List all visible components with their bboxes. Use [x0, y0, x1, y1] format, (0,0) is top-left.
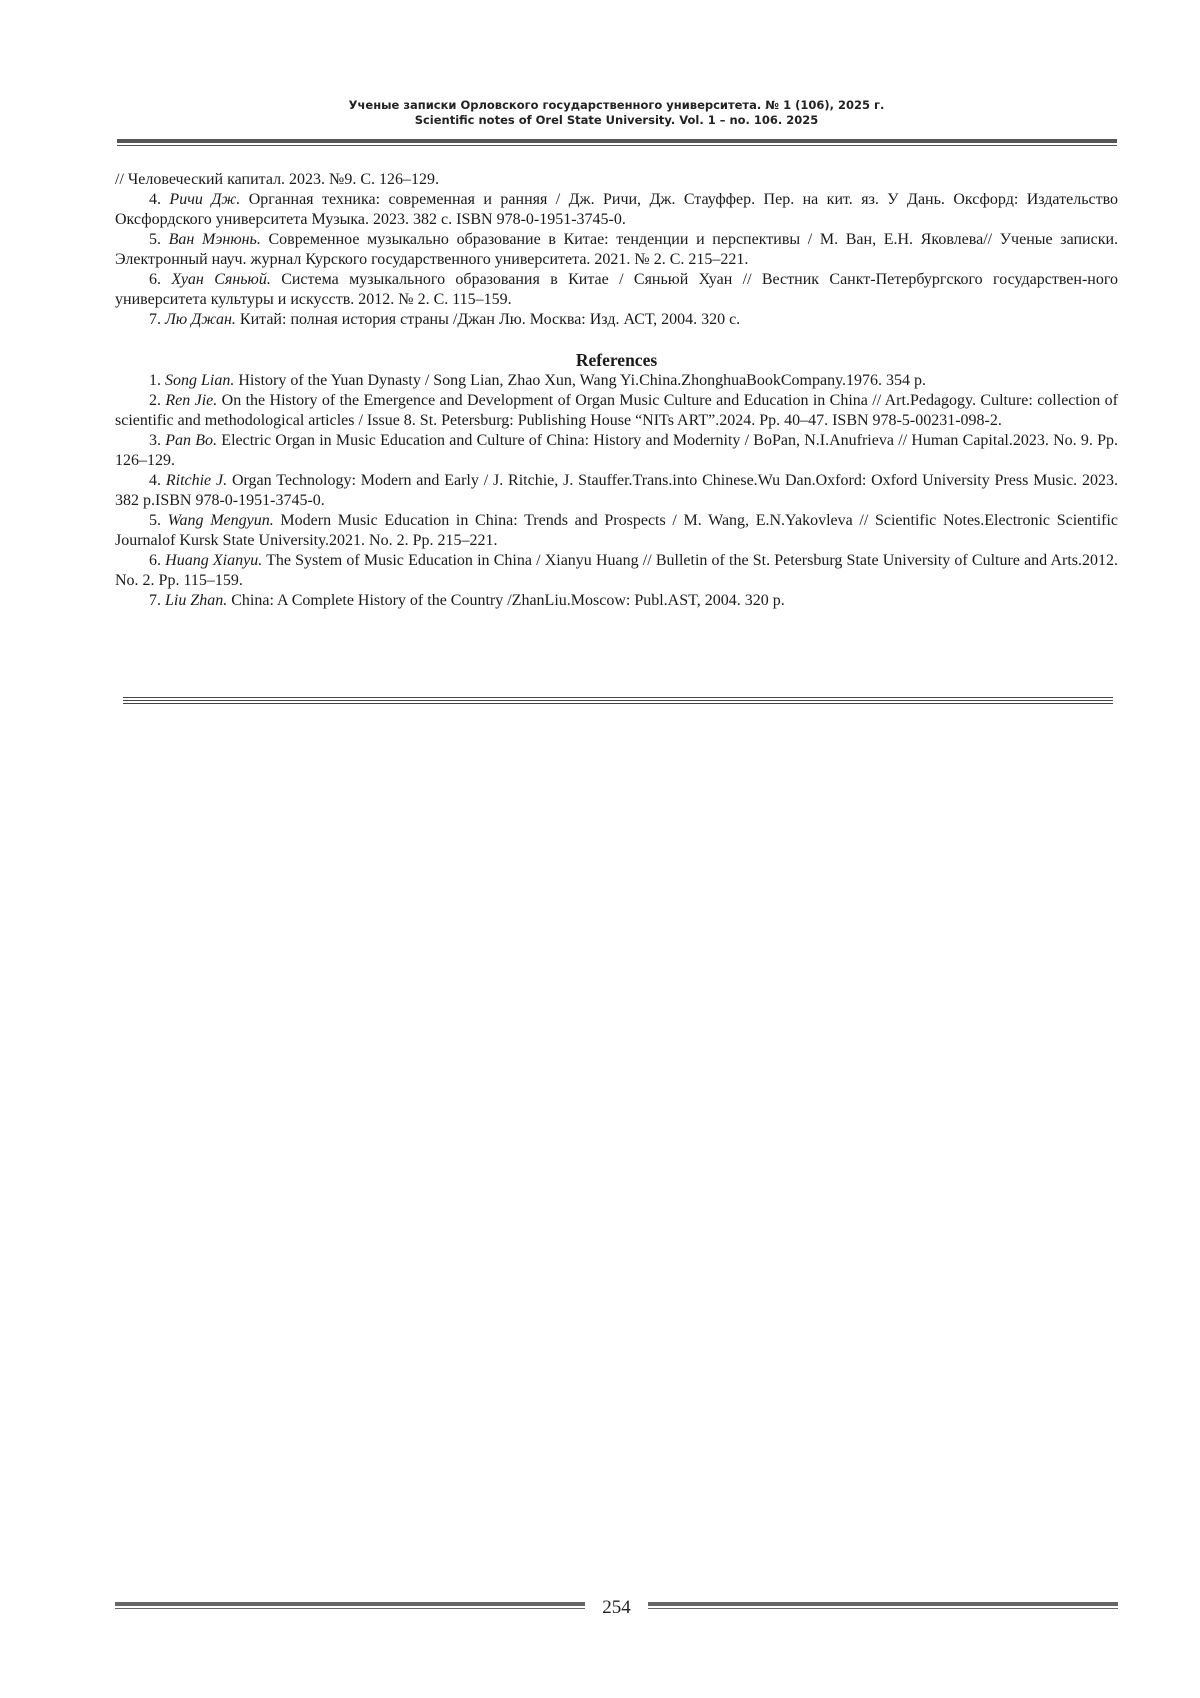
reference-item: 4. Ritchie J. Organ Technology: Modern and Early / J. Ritchie, J. Stauffer.Trans.into Chinese.Wu Dan.Oxford: Oxford University Press Music. 2023. 382 p.ISBN 978-0-1951-3745-0. [115, 472, 1119, 509]
header-title-en: Scientific notes of Orel State University. Vol. 1 – no. 106. 2025 [414, 113, 819, 127]
reference-author: Ван Мэнюнь. [168, 231, 261, 248]
literature-item: 6. Хуан Сяньюй. Система музыкального образования в Китае / Сяньюй Хуан // Вестник Санкт-Петербургского государствен-ного университета культуры и искусств. 2012. № 2. С. 115–159. [115, 271, 1118, 308]
reference-item: 5. Wang Mengyun. Modern Music Education in China: Trends and Prospects / M. Wang, E.N.Yakovleva // Scientific Notes.Electronic Scientific Journalof Kursk State University.2021. No. 2. Pp. 215–221. [115, 512, 1119, 549]
reference-author: Ричи Дж. [169, 191, 241, 208]
header-rule [117, 139, 1117, 146]
literature-item: 7. Лю Джан. Китай: полная история страны /Джан Лю. Москва: Изд. АСТ, 2004. 320 с. [149, 311, 741, 328]
literature-item: 4. Ричи Дж. Органная техника: современная и ранняя / Дж. Ричи, Дж. Стауффер. Пер. на кит. яз. У Дань. Оксфорд: Издательство Оксфордского университета Музыка. 2023. 382 с. ISBN 978-0-1951-3745-0. [115, 191, 1119, 228]
reference-item: 7. Liu Zhan. China: A Complete History of the Country /ZhanLiu.Moscow: Publ.AST, 2004. 320 p. [149, 592, 785, 609]
reference-author: Huang Xianyu. [165, 552, 263, 569]
reference-author: Ritchie J. [165, 472, 228, 489]
footer-rule-right [648, 1602, 1118, 1609]
reference-author: Лю Джан. [165, 311, 236, 328]
article-body [115, 170, 1118, 611]
reference-author: Ren Jie. [165, 392, 218, 409]
reference-item: 3. Pan Bo. Electric Organ in Music Education and Culture of China: History and Modernity / BoPan, N.I.Anufrieva // Human Capital.2023. No. 9. Pp. 126–129. [115, 432, 1119, 469]
reference-author: Wang Mengyun. [167, 512, 274, 529]
reference-item: 1. Song Lian. History of the Yuan Dynasty / Song Lian, Zhao Xun, Wang Yi.China.ZhonghuaBookCompany.1976. 354 p. [149, 372, 927, 389]
reference-author: Song Lian. [165, 372, 235, 389]
running-header [115, 98, 1118, 128]
reference-item: 6. Huang Xianyu. The System of Music Education in China / Xianyu Huang // Bulletin of the St. Petersburg State University of Culture and Arts.2012. No. 2. Pp. 115–159. [115, 552, 1119, 589]
references-heading: References [575, 350, 658, 370]
reference-author: Pan Bo. [165, 432, 218, 449]
reference-item: 2. Ren Jie. On the History of the Emergence and Development of Organ Music Culture and Education in China // Art.Pedagogy. Culture: collection of scientific and methodological articles / Issue 8. St. Petersburg: Publishing House “NITs ART”.2024. Pp. 40–47. ISBN 978-5-00231-098-2. [115, 392, 1118, 429]
page-number: 254 [602, 1597, 631, 1618]
article-end-rule [123, 697, 1113, 704]
page-footer [115, 1596, 1118, 1620]
reference-continuation: // Человеческий капитал. 2023. №9. С. 126–129. [115, 171, 439, 188]
reference-author: Хуан Сяньюй. [171, 271, 271, 288]
literature-item: 5. Ван Мэнюнь. Современное музыкально образование в Китае: тенденции и перспективы / М. Ван, Е.Н. Яковлева// Ученые записки. Электронный науч. журнал Курского государственного университета. 2021. № 2. С. 215–221. [115, 231, 1119, 268]
reference-author: Liu Zhan. [165, 592, 228, 609]
header-title-ru: Ученые записки Орловского государственного университета. № 1 (106), 2025 г. [348, 98, 885, 112]
